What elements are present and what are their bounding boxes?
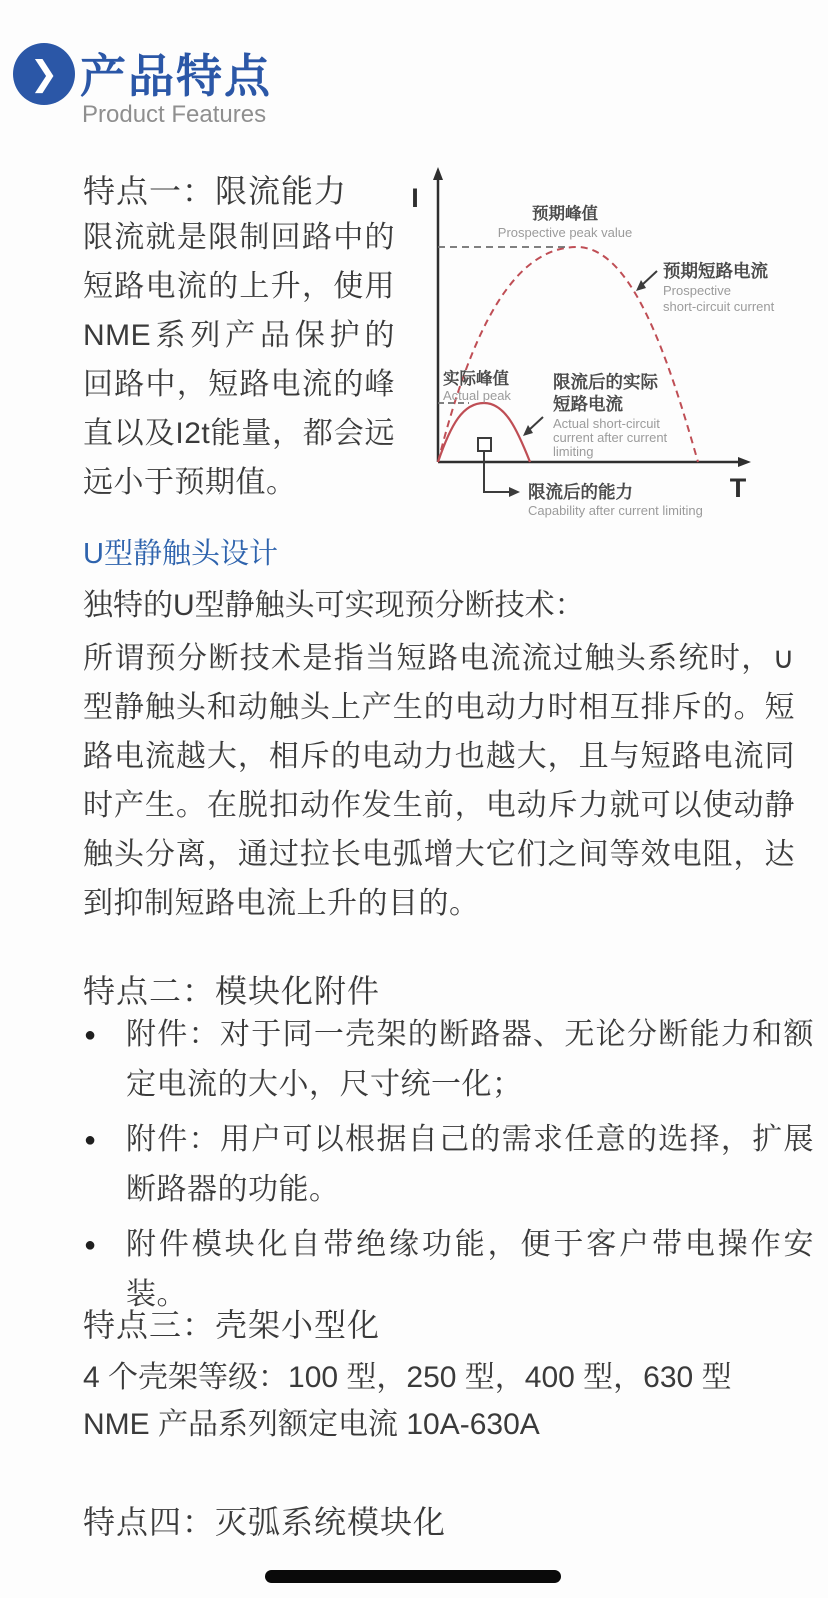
feature2-bullet-list — [84, 1010, 814, 1325]
feature3-rated-current: NME 产品系列额定电流 10A-630A — [83, 1408, 540, 1441]
y-axis-label: I — [411, 183, 419, 213]
prospective-annotation-arrow — [642, 271, 657, 285]
actual-annotation-arrow — [529, 417, 543, 430]
bullet-icon: ● — [84, 1024, 97, 1046]
list-item — [84, 1010, 814, 1110]
u-design-body: 所谓预分断技术是指当短路电流流过触头系统时，∪型静触头和动触头上产生的电动力时相互排斥的。短路电流越大，相斥的电动力也越大，且与短路电流同时产生。在脱扣动作发生前，电动斥力就可以使动静触头分离，通过拉长电弧增大它们之间等效电阻，达到抑制短路电流上升的目的。 — [83, 642, 795, 920]
list-item — [84, 1115, 814, 1215]
feature3-frame-sizes: 4 个壳架等级：100 型，250 型，400 型，630 型 — [83, 1361, 732, 1394]
actual-current-label-en3: limiting — [553, 444, 594, 459]
feature4-heading: 特点四：灭弧系统模块化 — [83, 1504, 447, 1540]
actual-current-label-zh2: 短路电流 — [553, 394, 623, 414]
home-indicator-bar[interactable] — [265, 1570, 561, 1583]
capability-connector-line — [484, 451, 511, 492]
actual-current-label-zh1: 限流后的实际 — [553, 372, 658, 392]
prospective-current-label-zh: 预期短路电流 — [663, 261, 768, 281]
feature2-heading: 特点二：模块化附件 — [83, 973, 381, 1009]
prospective-peak-label-en: Prospective peak value — [497, 225, 633, 240]
page-title: 产品特点 — [80, 50, 272, 102]
y-axis-arrow — [433, 167, 443, 180]
feature1-body: 限流就是限制回路中的短路电流的上升，使用NME系列产品保护的回路中，短路电流的峰直以及I2t能量，都会远远小于预期值。 — [83, 221, 395, 499]
prospective-peak-label-zh: 预期峰值 — [532, 205, 598, 223]
prospective-current-label-en1: Prospective — [663, 283, 731, 298]
capability-square-marker — [478, 438, 491, 451]
bullet-text: 附件：用户可以根据自己的需求任意的选择，扩展断路器的功能。 — [126, 1123, 814, 1206]
chevron-glyph: ❯ — [29, 55, 59, 93]
capability-arrowhead — [509, 487, 520, 497]
actual-peak-label-en: Actual peak — [443, 388, 511, 403]
actual-peak-label-zh: 实际峰值 — [443, 370, 509, 388]
u-design-intro: 独特的U型静触头可实现预分断技术： — [83, 589, 585, 622]
page-subtitle: Product Features — [82, 101, 267, 128]
bullet-icon: ● — [84, 1129, 97, 1151]
u-design-heading: U型静触头设计 — [83, 538, 278, 570]
capability-label-zh: 限流后的能力 — [528, 482, 633, 502]
bullet-icon: ● — [84, 1234, 97, 1256]
feature3-heading: 特点三：壳架小型化 — [83, 1307, 381, 1343]
actual-current-label-en1: Actual short-circuit — [553, 416, 660, 431]
x-axis-arrow — [738, 457, 751, 467]
x-axis-label: T — [729, 473, 747, 503]
chevron-right-icon — [13, 43, 75, 105]
current-limiting-chart — [393, 163, 828, 528]
feature1-heading: 特点一：限流能力 — [83, 173, 348, 209]
bullet-text: 附件模块化自带绝缘功能，便于客户带电操作安装。 — [126, 1228, 814, 1311]
prospective-current-label-en2: short-circuit current — [663, 299, 775, 314]
actual-current-label-en2: current after current — [553, 430, 668, 445]
bullet-text: 附件：对于同一壳架的断路器、无论分断能力和额定电流的大小，尺寸统一化； — [126, 1018, 814, 1101]
capability-label-en: Capability after current limiting — [528, 503, 703, 518]
